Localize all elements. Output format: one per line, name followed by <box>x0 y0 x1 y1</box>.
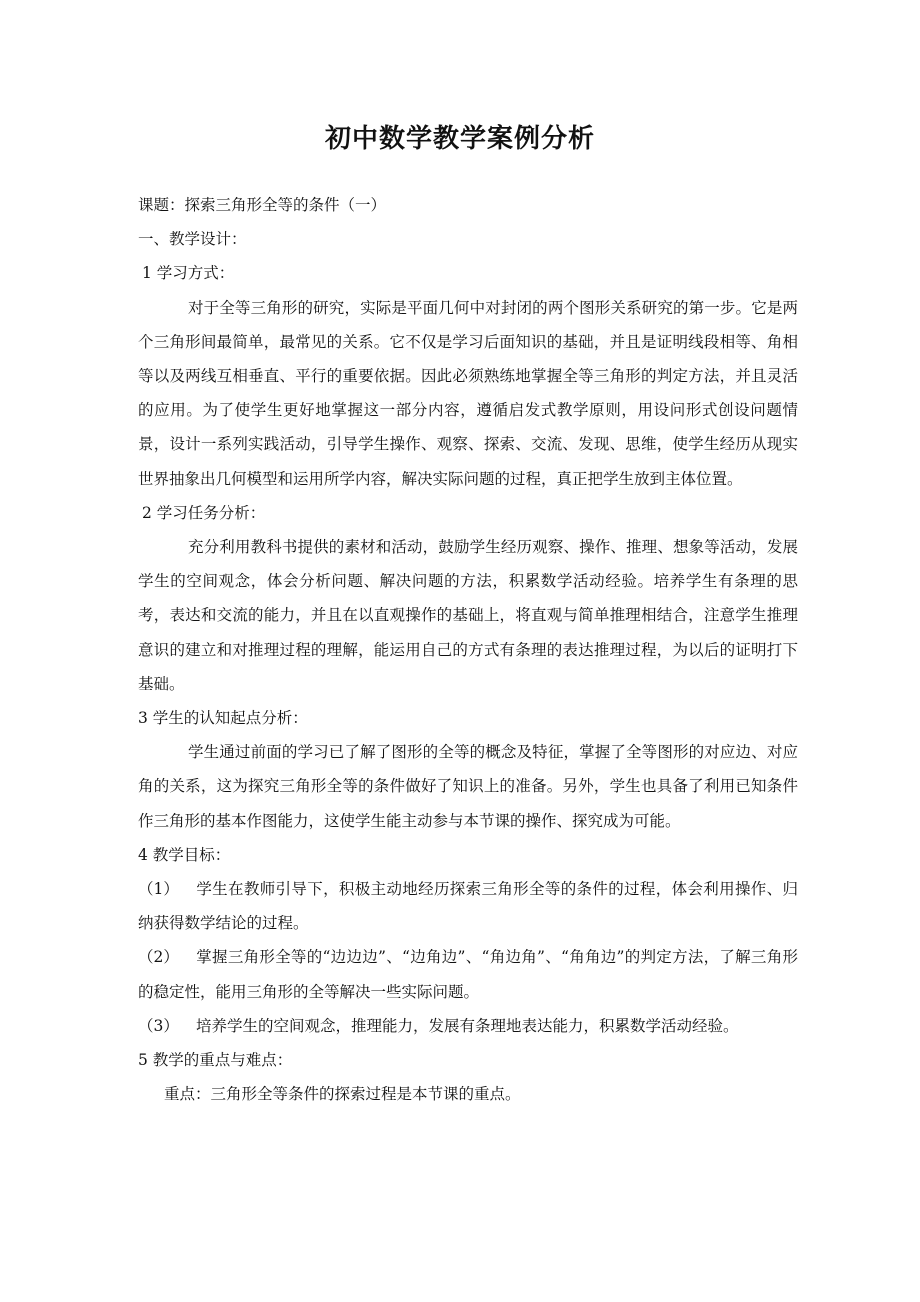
objective-number: （3） <box>138 1016 179 1035</box>
objective-text: 培养学生的空间观念，推理能力，发展有条理地表达能力，积累数学活动经验。 <box>196 1016 739 1035</box>
paragraph-learning-method: 对于全等三角形的研究，实际是平面几何中对封闭的两个图形关系研究的第一步。它是两个三角形间最简单，最常见的关系。它不仅是学习后面知识的基础，并且是证明线段相等、角相等以及两线互相垂直、平行的重要依据。因此必须熟练地掌握全等三角形的判定方法，并且灵活的应用。为了使学生更好地掌握这一部分内容，遵循启发式教学原则，用设问形式创设问题情景，设计一系列实践活动，引导学生操作、观察、探索、交流、发现、思维，使学生经历从现实世界抽象出几何模型和运用所学内容，解决实际问题的过程，真正把学生放到主体位置。 <box>138 298 798 488</box>
objective-text: 掌握三角形全等的“边边边”、“边角边”、“角边角”、“角角边”的判定方法，了解三角形的稳定性，能用三角形的全等解决一些实际问题。 <box>138 948 798 1001</box>
topic-line: 课题：探索三角形全等的条件（一） <box>138 196 387 214</box>
objective-item <box>138 1009 798 1043</box>
objective-number: （1） <box>138 880 179 899</box>
subheading-key-difficult-points: 5 教学的重点与难点： <box>138 1051 293 1070</box>
objective-text: 学生在教师引导下，积极主动地经历探索三角形全等的条件的过程，体会利用操作、归纳获得数学结论的过程。 <box>138 880 798 933</box>
subheading-cognitive-start: 3 学生的认知起点分析： <box>138 709 308 728</box>
objective-number: （2） <box>138 948 179 967</box>
key-point-text: 重点：三角形全等条件的探索过程是本节课的重点。 <box>164 1085 521 1104</box>
subheading-learning-method: 1 学习方式： <box>142 264 235 283</box>
objective-item <box>138 872 798 940</box>
paragraph-task-analysis: 充分利用教科书提供的素材和活动，鼓励学生经历观察、操作、推理、想象等活动，发展学生的空间观念，体会分析问题、解决问题的方法，积累数学活动经验。培养学生有条理的思考，表达和交流的能力，并且在以直观操作的基础上，将直观与简单推理相结合，注意学生推理意识的建立和对推理过程的理解，能运用自己的方式有条理的表达推理过程，为以后的证明打下基础。 <box>138 538 798 693</box>
objective-item <box>138 940 798 1008</box>
subheading-teaching-objectives: 4 教学目标： <box>138 845 231 864</box>
document-title: 初中数学教学案例分析 <box>324 124 595 154</box>
subheading-task-analysis: 2 学习任务分析： <box>142 503 266 522</box>
paragraph-cognitive-start: 学生通过前面的学习已了解了图形的全等的概念及特征，掌握了全等图形的对应边、对应角的关系，这为探究三角形全等的条件做好了知识上的准备。另外，学生也具备了利用已知条件作三角形的基本作图能力，这使学生能主动参与本节课的操作、探究成为可能。 <box>138 743 798 830</box>
document-body <box>138 188 798 1111</box>
section-heading-teaching-design: 一、教学设计： <box>138 230 247 249</box>
